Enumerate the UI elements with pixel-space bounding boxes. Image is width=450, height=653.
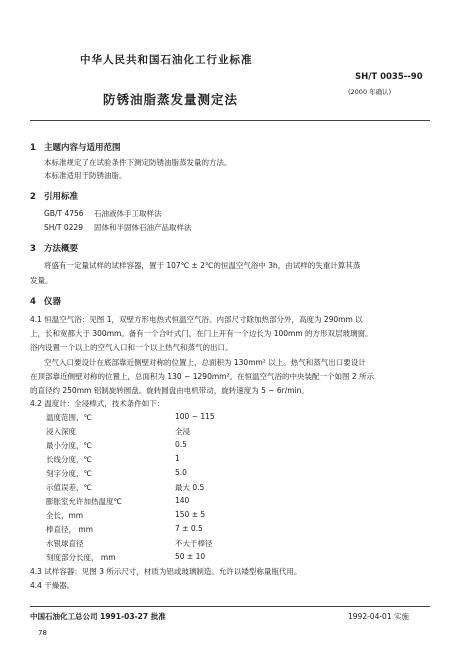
section-3-line-1: 将盛有一定量试样的试样容器，置于 107℃ ± 2℃的恒温空气浴中 3h，由试样的失重计算其蒸 (44, 261, 361, 270)
reference-code: GB/T 4756 (44, 209, 84, 218)
spec-value: 7 ± 0.5 (175, 524, 203, 533)
spec-value: 150 ± 5 (175, 510, 206, 519)
issuing-org: 中华人民共和国石油化工行业标准 (80, 54, 253, 66)
spec-label: 示值误差，℃ (46, 483, 92, 492)
section-2-number: 2 (30, 192, 36, 202)
section-1-title: 主题内容与适用范围 (44, 143, 121, 153)
spec-value: 最大 0.5 (175, 483, 205, 492)
section-4-number: 4 (30, 297, 36, 307)
clause-4-1-line-4: 空气入口要设计在底部靠近侧壁对称的位置上，总面积为 130mm² 以上。热气和蒸气出口要设计 (44, 358, 366, 367)
spec-label: 全长，mm (46, 511, 84, 520)
spec-value: 50 ± 10 (175, 552, 206, 561)
clause-4-1-line-5: 在顶部靠近侧壁对称的位置上，总面积为 130 ~ 1290mm²。在恒温空气浴的中央装配一个如图 2 所示 (30, 372, 374, 381)
reference-item (44, 222, 192, 233)
standard-number: SH/T 0035--90 (355, 72, 423, 82)
spec-value: 不大于棒径 (175, 539, 213, 548)
reference-name: 固体和半固体石油产品取样法 (94, 223, 192, 232)
section-4-title: 仪器 (44, 297, 62, 307)
clause-4-4: 4.4 干燥器。 (30, 581, 75, 590)
section-1-heading (30, 141, 121, 153)
clause-4-1-line-3: 浴内设置一个以上的空气入口和一个以上热气和蒸气的出口。 (30, 343, 233, 352)
clause-4-1-line-6: 的直径约 250mm 铝制旋转圆盘。旋转圆盘由电机带动，旋转速度为 5 ~ 6r/min。 (30, 386, 309, 395)
spec-label: 浸入深度 (46, 427, 76, 436)
section-1-line-2: 本标准适用于防锈油脂。 (44, 171, 127, 180)
clause-4-2: 4.2 温度计：全浸棒式，技术条件如下： (30, 399, 165, 408)
spec-label: 棒直径， mm (46, 525, 93, 534)
document-title: 防锈油脂蒸发量测定法 (103, 92, 239, 107)
spec-label: 长线分度，℃ (46, 455, 92, 464)
section-3-heading (30, 242, 78, 254)
spec-label: 水银球直径 (46, 539, 84, 548)
section-3-title: 方法概要 (44, 244, 79, 254)
spec-value: 1 (175, 454, 180, 463)
clause-4-1-line-1: 4.1 恒温空气浴：见图 1，双壁方形电热式恒温空气浴。内部尺寸除加热部分外，高度为 290mm 以 (30, 315, 363, 324)
clause-4-3: 4.3 试样容器：见图 3 所示尺寸，材质为铝或玻璃制造。允许以矮型称量瓶代用。 (30, 567, 302, 576)
spec-label: 温度范围，℃ (46, 413, 92, 422)
confirmation-note: (2000 年确认) (348, 88, 392, 96)
reference-item (44, 208, 162, 219)
section-3-line-2: 发量。 (30, 276, 53, 285)
section-3-number: 3 (30, 244, 36, 254)
header-rule (30, 120, 430, 121)
reference-name: 石油液体手工取样法 (94, 209, 162, 218)
spec-value: 全浸 (175, 427, 190, 436)
section-4-heading (30, 295, 61, 307)
reference-code: SH/T 0229 (44, 223, 83, 232)
implementation-note: 1992-04-01 实施 (348, 612, 409, 621)
footer-rule (30, 606, 430, 607)
spec-value: 5.0 (175, 468, 187, 477)
section-2-heading (30, 190, 78, 202)
section-1-number: 1 (30, 143, 36, 153)
spec-value: 100 ~ 115 (175, 412, 215, 421)
spec-label: 刻字分度，℃ (46, 469, 92, 478)
section-1-line-1: 本标准规定了在试验条件下测定防锈油脂蒸发量的方法。 (44, 158, 232, 167)
spec-value: 0.5 (175, 440, 187, 449)
spec-label: 膨胀室允许加热温度℃ (46, 497, 122, 506)
spec-label: 最小分度，℃ (46, 441, 92, 450)
spec-value: 140 (175, 496, 190, 505)
approval-note: 中国石油化工总公司 1991-03-27 批准 (30, 612, 166, 621)
spec-label: 刻度部分长度， mm (46, 553, 116, 562)
section-2-title: 引用标准 (44, 192, 79, 202)
clause-4-1-line-2: 上，长和宽都大于 300mm。备有一个合叶式门，在门上开有一个边长为 100mm 的方形双层玻璃窗。 (30, 329, 373, 338)
page-number: 78 (38, 629, 47, 637)
